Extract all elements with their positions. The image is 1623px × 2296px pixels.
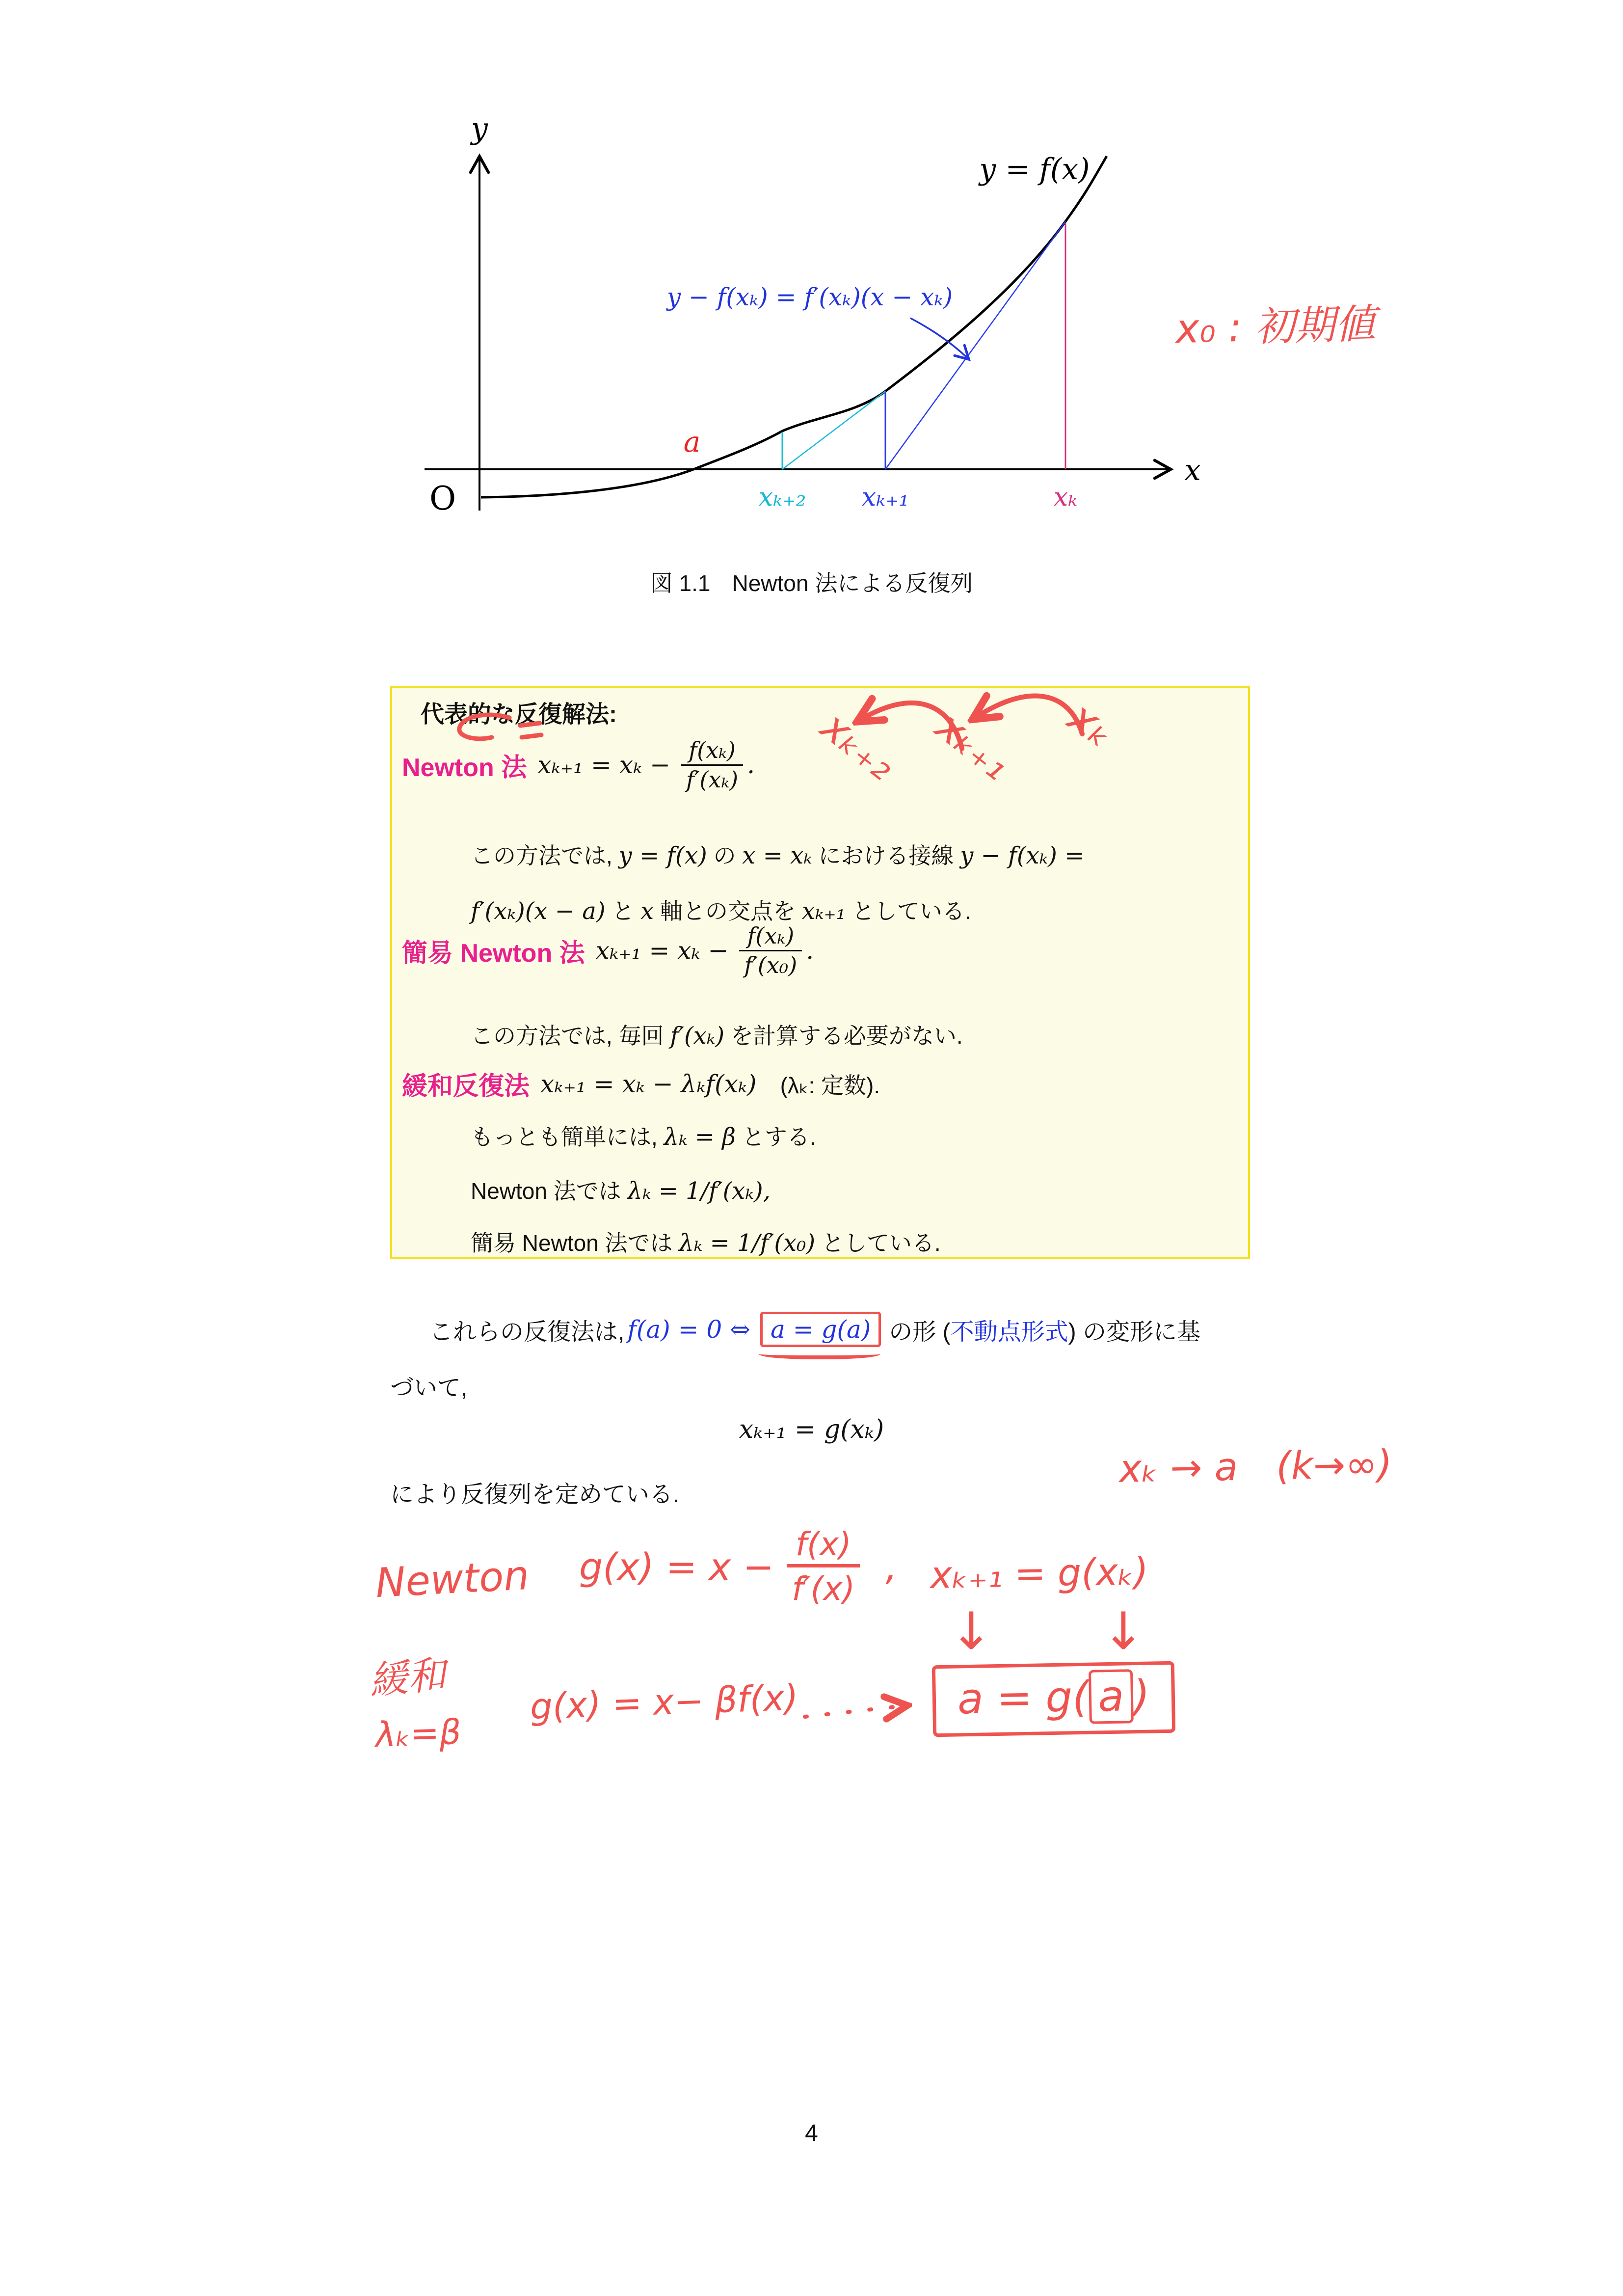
simplified-formula-fraction	[739, 923, 802, 978]
fixed-point-form-redbox	[760, 1312, 881, 1347]
fixed-point-paragraph-line3: により反復列を定めている.	[390, 1482, 680, 1508]
math-segment: λₖ = β	[664, 1123, 736, 1151]
newton-description-line2	[471, 893, 971, 926]
relaxation-method-label: 緩和反復法	[402, 1072, 530, 1101]
relaxation-method-line	[402, 1065, 880, 1102]
simplified-description-line	[471, 1018, 963, 1051]
handwritten-initial-value-note: x₀ : 初期値	[1175, 300, 1376, 353]
tangent-line-at-xk1	[782, 391, 885, 469]
hand-fixed-a: a	[1089, 1669, 1134, 1724]
relaxation-description-line1	[471, 1119, 816, 1152]
handwritten-label-xk: xₖ	[1059, 691, 1124, 758]
display-formula-iteration: xₖ₊₁ = g(xₖ)	[739, 1415, 884, 1444]
handwritten-fixed-point-box	[932, 1661, 1175, 1737]
text-segment: 簡易 Newton 法では	[471, 1230, 679, 1256]
math-segment: y = f(x)	[618, 842, 707, 869]
simplified-formula-pre: xₖ₊₁ = xₖ −	[595, 936, 729, 965]
text-segment: の	[707, 843, 743, 868]
text-segment: とする.	[735, 1124, 816, 1150]
fraction-numerator: f(xₖ)	[747, 922, 795, 949]
fixed-point-paragraph-line2: づいて,	[390, 1375, 468, 1401]
fixed-point-term: 不動点形式	[950, 1319, 1068, 1345]
fraction-denominator: f′(x)	[787, 1564, 860, 1608]
math-segment: f′(xₖ)(x − a)	[471, 897, 606, 925]
math-segment: xₖ₊₁	[801, 897, 846, 925]
math-segment: λₖ = 1/f′(x₀)	[679, 1229, 816, 1257]
newton-formula-fraction	[681, 737, 743, 793]
down-arrow-left: ↓	[950, 1601, 993, 1661]
handwritten-lambda-note: λₖ=β	[374, 1711, 462, 1756]
fraction-numerator: f(x)	[795, 1525, 851, 1563]
function-curve	[481, 156, 1107, 497]
text-segment: 軸との交点を	[654, 898, 802, 924]
box-title: 代表的な反復解法:	[421, 702, 617, 728]
handwritten-relaxation-label: 緩和	[367, 1652, 448, 1703]
text-segment: としている.	[845, 898, 971, 924]
down-arrow-right: ↓	[1102, 1601, 1145, 1661]
root-label: a	[683, 425, 701, 459]
handwritten-relaxation-g-formula: g(x) = x− βf(x)	[529, 1676, 799, 1728]
handwritten-convergence-note: xₖ → a (k→∞)	[1118, 1442, 1393, 1491]
text-segment: としている.	[815, 1230, 941, 1256]
relaxation-formula-note: (λₖ: 定数).	[780, 1072, 880, 1098]
text-segment: これらの反復法は,	[429, 1319, 625, 1345]
text-segment: この方法では,	[471, 843, 619, 868]
newton-method-label: Newton 法	[402, 753, 527, 782]
figure-caption-number: 図 1.1	[650, 570, 711, 596]
x-axis-label: x	[1184, 453, 1201, 487]
figure-caption	[0, 566, 1623, 598]
fraction-denominator: f′(xₖ)	[681, 764, 743, 793]
handwritten-label-xk2: xₖ₊₂	[812, 702, 905, 789]
text-segment: の形 (	[889, 1319, 951, 1345]
simplified-formula-post: .	[806, 936, 814, 965]
handwritten-iteration-formula: xₖ₊₁ = g(xₖ)	[930, 1549, 1149, 1597]
text-segment: もっとも簡単には,	[471, 1124, 664, 1150]
simplified-newton-line	[402, 923, 814, 978]
hand-g1-comma: ,	[885, 1544, 898, 1589]
math-segment-blue: f(a) = 0 ⇔	[627, 1315, 750, 1344]
tick-label-xk: xₖ	[1053, 483, 1078, 512]
y-axis-label: y	[471, 113, 488, 146]
fixed-point-paragraph-line1	[429, 1312, 1200, 1347]
handwritten-dashed-arrow	[798, 1681, 935, 1735]
text-segment: における接線	[812, 843, 960, 868]
handwritten-emphasis-mark	[452, 711, 550, 750]
text-segment: Newton 法では	[471, 1178, 628, 1204]
relaxation-description-line3	[471, 1225, 941, 1258]
curve-equation-label: y = f(x)	[979, 152, 1090, 187]
math-segment: f′(xₖ)	[670, 1022, 725, 1050]
text-segment: と	[605, 898, 641, 924]
text-segment: この方法では, 毎回	[471, 1023, 670, 1049]
math-segment: y − f(xₖ) =	[960, 842, 1085, 869]
handwritten-newton-g-formula	[579, 1526, 897, 1608]
math-segment: λₖ = 1/f′(xₖ),	[627, 1177, 771, 1205]
tick-label-xk1: xₖ₊₁	[861, 483, 909, 512]
handwritten-newton-label: Newton	[374, 1552, 531, 1607]
newton-method-figure	[417, 113, 1256, 550]
hand-g1-pre: g(x) = x −	[579, 1544, 774, 1589]
hand-g1-fraction	[787, 1526, 860, 1608]
fixed-point-equation: a = g(a)	[770, 1315, 871, 1344]
newton-description-line1	[471, 838, 1084, 870]
tangent-line-at-xk	[885, 221, 1065, 469]
page-number: 4	[805, 2120, 818, 2146]
tangent-equation-label: y − f(xₖ) = f′(xₖ)(x − xₖ)	[666, 283, 953, 311]
tangent-equation-arrow	[910, 318, 968, 358]
hand-fixed-pre: a = g(	[957, 1672, 1090, 1724]
origin-label: O	[429, 480, 456, 517]
tick-label-xk2: xₖ₊₂	[758, 483, 806, 512]
math-segment: x = xₖ	[742, 842, 812, 869]
math-segment: x	[640, 897, 654, 925]
newton-formula-pre: xₖ₊₁ = xₖ −	[537, 751, 670, 780]
figure-caption-text: Newton 法による反復列	[732, 570, 973, 596]
relaxation-formula: xₖ₊₁ = xₖ − λₖf(xₖ)	[540, 1069, 757, 1098]
fraction-numerator: f(xₖ)	[689, 737, 736, 763]
relaxation-description-line2	[471, 1173, 771, 1206]
fraction-denominator: f′(x₀)	[739, 950, 802, 978]
simplified-newton-label: 簡易 Newton 法	[402, 939, 585, 968]
text-segment: を計算する必要がない.	[724, 1023, 963, 1049]
newton-formula-post: .	[747, 751, 755, 780]
hand-fixed-post: )	[1133, 1671, 1150, 1721]
handwritten-label-xk1: xₖ₊₁	[927, 702, 1020, 789]
text-segment: ) の変形に基	[1068, 1319, 1200, 1345]
